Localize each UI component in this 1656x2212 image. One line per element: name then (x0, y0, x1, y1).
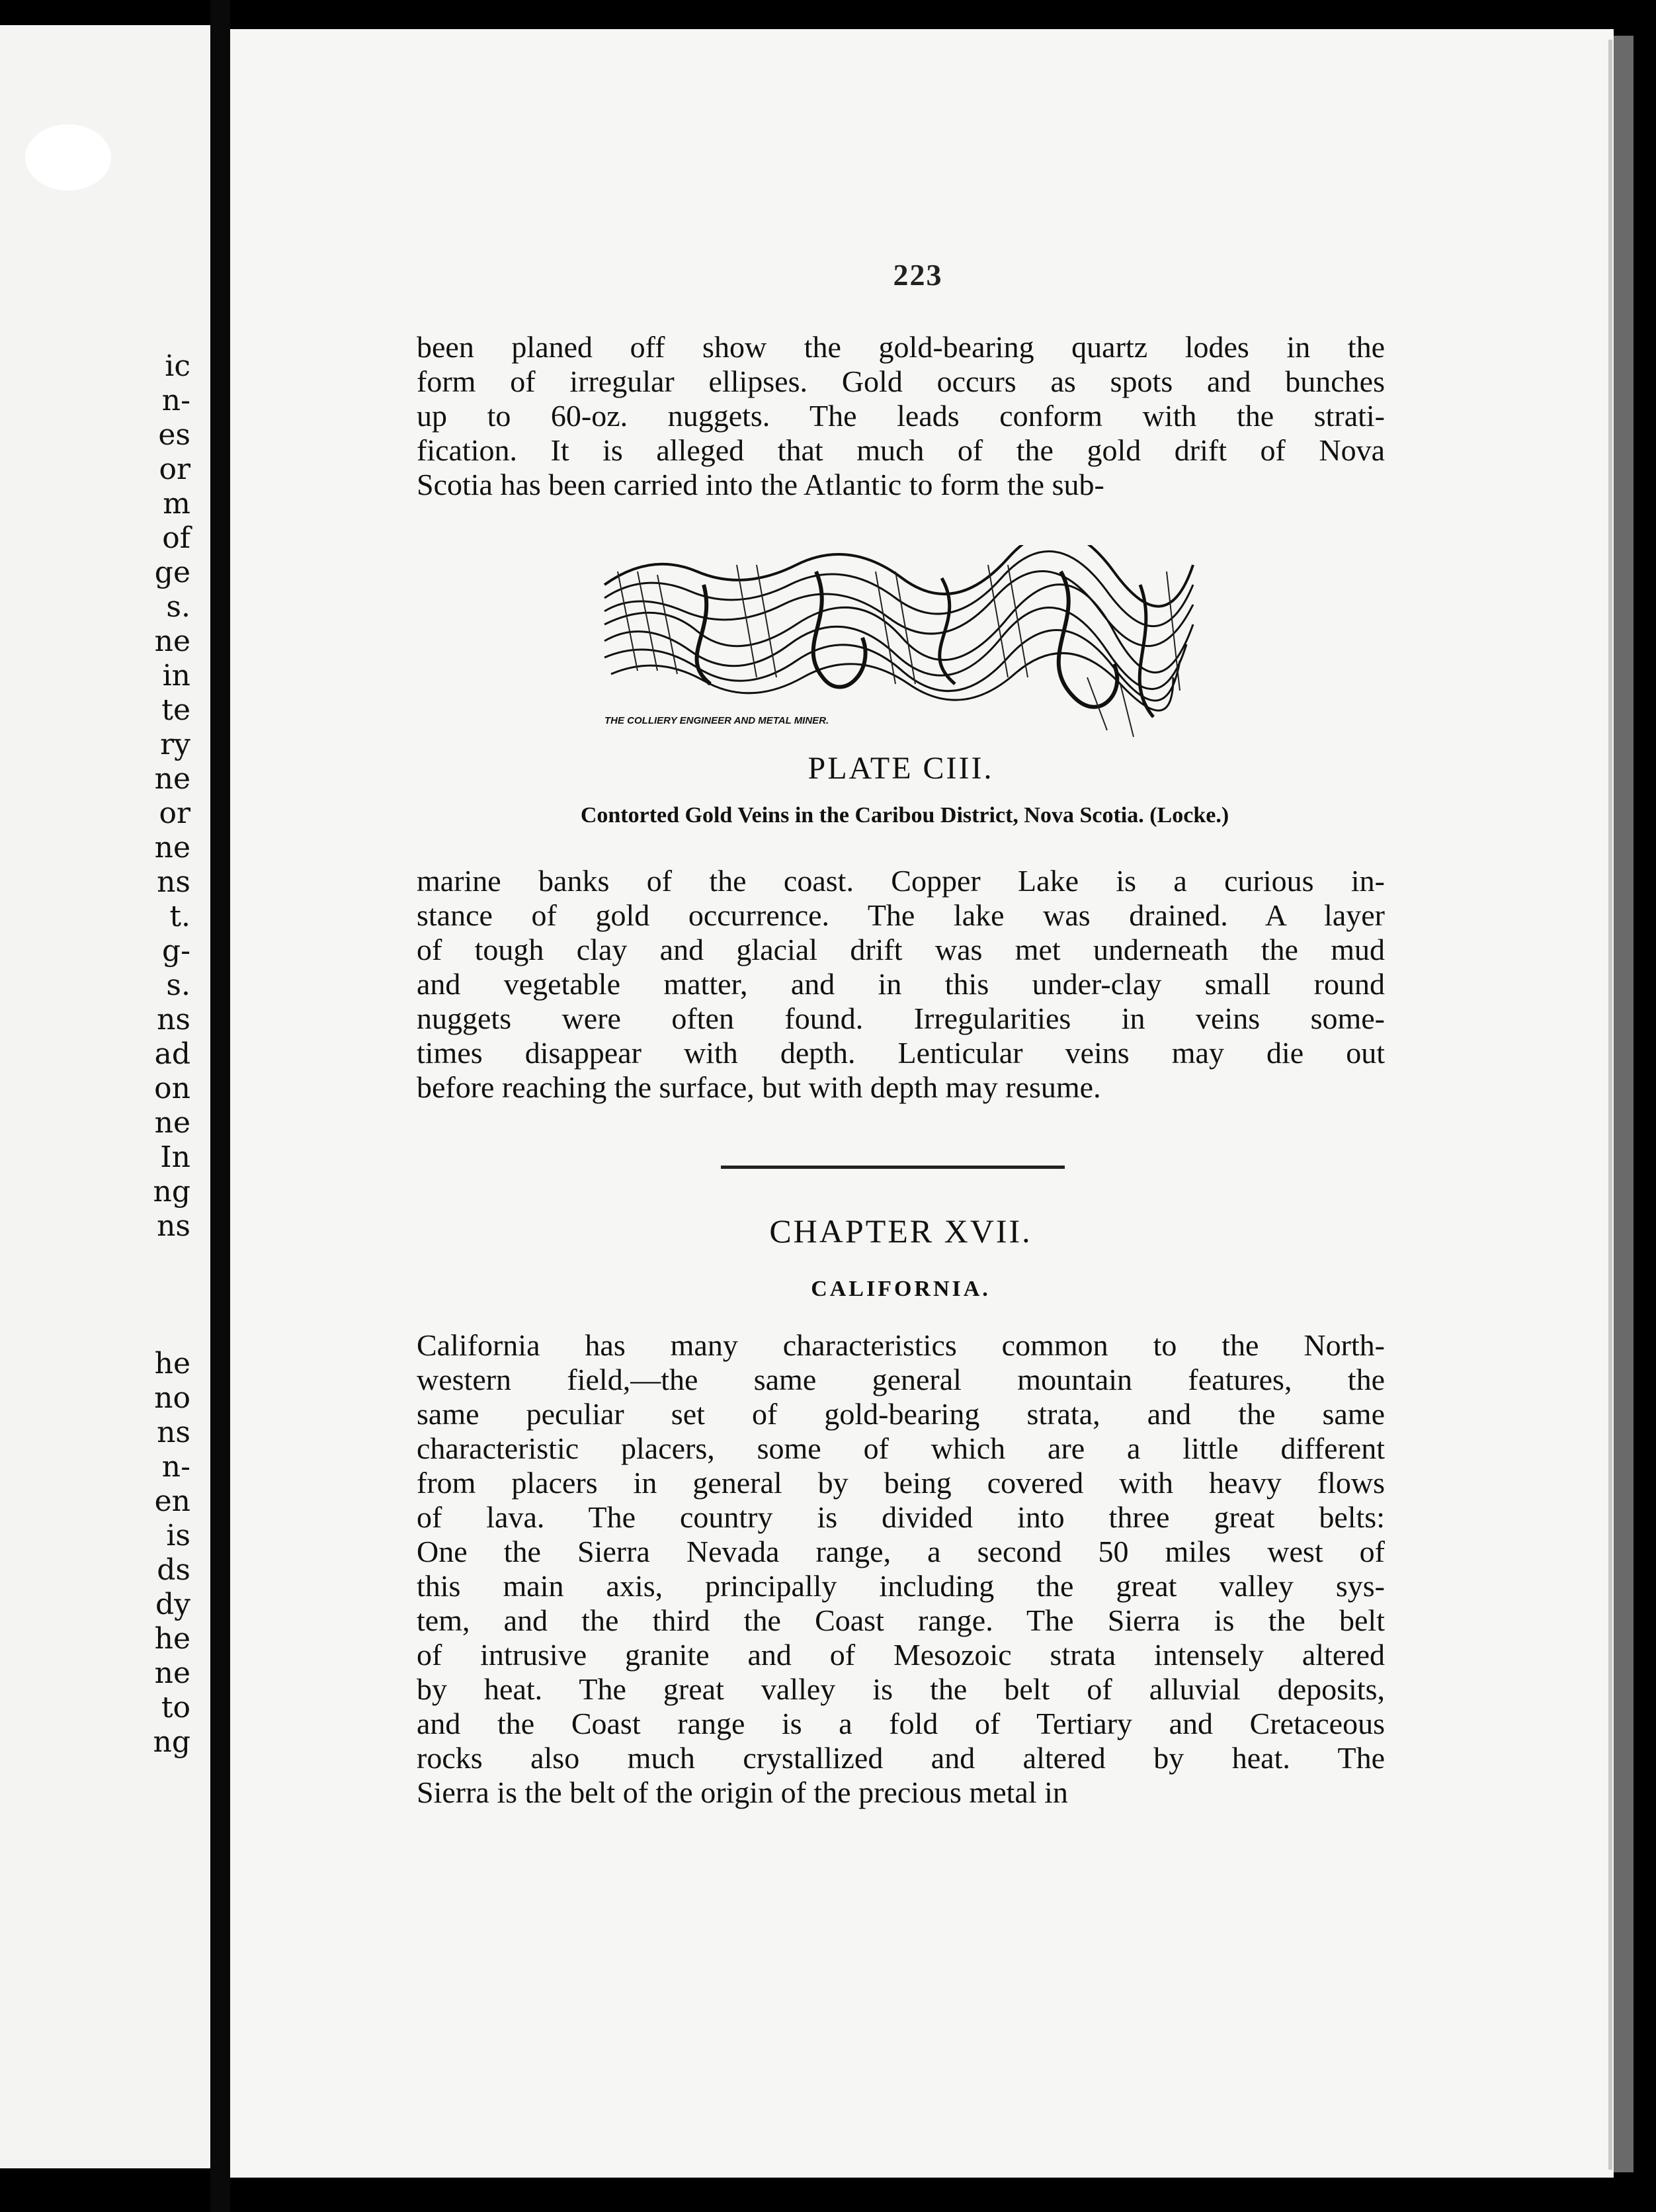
text-line: western field,—the same general mountain features, the (417, 1363, 1385, 1396)
facing-page-fragment: ic (165, 349, 190, 383)
contorted-veins-drawing (604, 545, 1193, 717)
paragraph-intro (417, 330, 1614, 502)
facing-page-fragment: g- (161, 934, 190, 968)
facing-page-fragment: es (158, 418, 190, 452)
book-gutter (210, 0, 230, 2212)
page-edge-highlight (1608, 40, 1612, 2170)
facing-page-fragment: m (163, 487, 190, 521)
paragraph-california (417, 1328, 1614, 1810)
facing-page-fragment: ns (157, 1003, 190, 1037)
facing-page-fragment: or (159, 796, 190, 830)
facing-page-fragment: he (154, 1622, 190, 1656)
facing-page-fragment: ns (157, 1416, 190, 1449)
text-line: Scotia has been carried into the Atlantic to form the sub- (417, 468, 1104, 501)
page-edge-shadow (1614, 36, 1634, 2172)
facing-page-fragment: ne (154, 1106, 190, 1140)
facing-page-fragment: ry (160, 728, 190, 761)
figure-credit: THE COLLIERY ENGINEER AND METAL MINER. (604, 715, 829, 726)
text-line: rocks also much crystallized and altered by heat. The (417, 1741, 1385, 1775)
facing-page-fragment: ad (154, 1037, 190, 1071)
facing-page-fragment: ne (154, 762, 190, 796)
facing-page-fragment: n- (161, 1450, 190, 1484)
facing-page-fragment: ng (153, 1725, 190, 1759)
facing-page-fragment: ne (154, 1656, 190, 1690)
text-line: tem, and the third the Coast range. The Sierra is the belt (417, 1603, 1385, 1637)
text-line: by heat. The great valley is the belt of alluvial deposits, (417, 1672, 1385, 1706)
facing-page-fragment: ge (154, 556, 190, 589)
facing-page-fragment: ds (157, 1553, 190, 1587)
facing-page-left (0, 25, 210, 2168)
text-line: of lava. The country is divided into three great belts: (417, 1500, 1385, 1534)
paper-stain (25, 124, 111, 191)
chapter-subtitle: CALIFORNIA. (811, 1277, 991, 1301)
facing-page-fragment: t. (169, 900, 190, 933)
text-line: this main axis, principally including the great valley sys- (417, 1569, 1385, 1603)
facing-page-fragment: ne (154, 624, 190, 658)
text-line: and the Coast range is a fold of Tertiary and Cretaceous (417, 1707, 1385, 1740)
text-line: stance of gold occurrence. The lake was drained. A layer (417, 898, 1385, 932)
facing-page-fragment: ns (157, 865, 190, 899)
text-line: from placers in general by being covered with heavy flows (417, 1466, 1385, 1500)
chapter-title: CHAPTER XVII. (769, 1212, 1032, 1250)
plate-caption: Contorted Gold Veins in the Caribou District, Nova Scotia. (Locke.) (580, 803, 1229, 828)
plate-title: PLATE CIII. (807, 751, 994, 786)
text-line: Sierra is the belt of the origin of the precious metal in (417, 1775, 1068, 1809)
text-line: and vegetable matter, and in this under-clay small round (417, 967, 1385, 1001)
text-line: times disappear with depth. Lenticular veins may die out (417, 1036, 1385, 1070)
text-line: nuggets were often found. Irregularities in veins some- (417, 1001, 1385, 1035)
section-divider (721, 1166, 1065, 1169)
facing-page-fragment: he (154, 1347, 190, 1381)
book-page (230, 29, 1614, 2178)
text-line: of intrusive granite and of Mesozoic strata intensely altered (417, 1638, 1385, 1672)
plate-illustration (598, 545, 1206, 750)
text-line: up to 60-oz. nuggets. The leads conform with the strati- (417, 399, 1385, 433)
text-line: form of irregular ellipses. Gold occurs as spots and bunches (417, 364, 1385, 398)
facing-page-fragment: s. (166, 968, 190, 1002)
text-line: marine banks of the coast. Copper Lake is a curious in- (417, 864, 1385, 898)
facing-page-fragment: en (154, 1484, 190, 1518)
facing-page-fragment: of (162, 521, 190, 555)
facing-page-fragment: is (166, 1519, 190, 1553)
facing-page-fragment: or (159, 452, 190, 486)
facing-page-fragment: dy (155, 1588, 190, 1621)
facing-page-fragment: ns (157, 1209, 190, 1243)
text-line: same peculiar set of gold-bearing strata, and the same (417, 1397, 1385, 1431)
text-line: One the Sierra Nevada range, a second 50 miles west of (417, 1535, 1385, 1568)
text-line: been planed off show the gold-bearing quartz lodes in the (417, 330, 1385, 364)
facing-page-fragment: no (154, 1381, 190, 1415)
facing-page-fragment: s. (166, 590, 190, 624)
facing-page-fragment: ng (153, 1175, 190, 1209)
page-number: 223 (893, 258, 943, 292)
text-line: fication. It is alleged that much of the gold drift of Nova (417, 433, 1385, 467)
facing-page-fragment: In (160, 1140, 190, 1174)
paragraph-copper-lake (417, 864, 1614, 1105)
facing-page-fragment: to (161, 1691, 190, 1724)
facing-page-fragment: on (154, 1072, 190, 1105)
text-line: before reaching the surface, but with depth may resume. (417, 1070, 1101, 1104)
vein-hatching (618, 565, 1180, 737)
text-line: characteristic placers, some of which are a little different (417, 1431, 1385, 1465)
facing-page-fragment: in (162, 659, 190, 693)
text-line: of tough clay and glacial drift was met underneath the mud (417, 933, 1385, 966)
facing-page-fragment: ne (154, 831, 190, 865)
facing-page-fragment: te (161, 693, 190, 727)
text-line: California has many characteristics common to the North- (417, 1328, 1385, 1362)
facing-page-fragment: n- (161, 384, 190, 417)
